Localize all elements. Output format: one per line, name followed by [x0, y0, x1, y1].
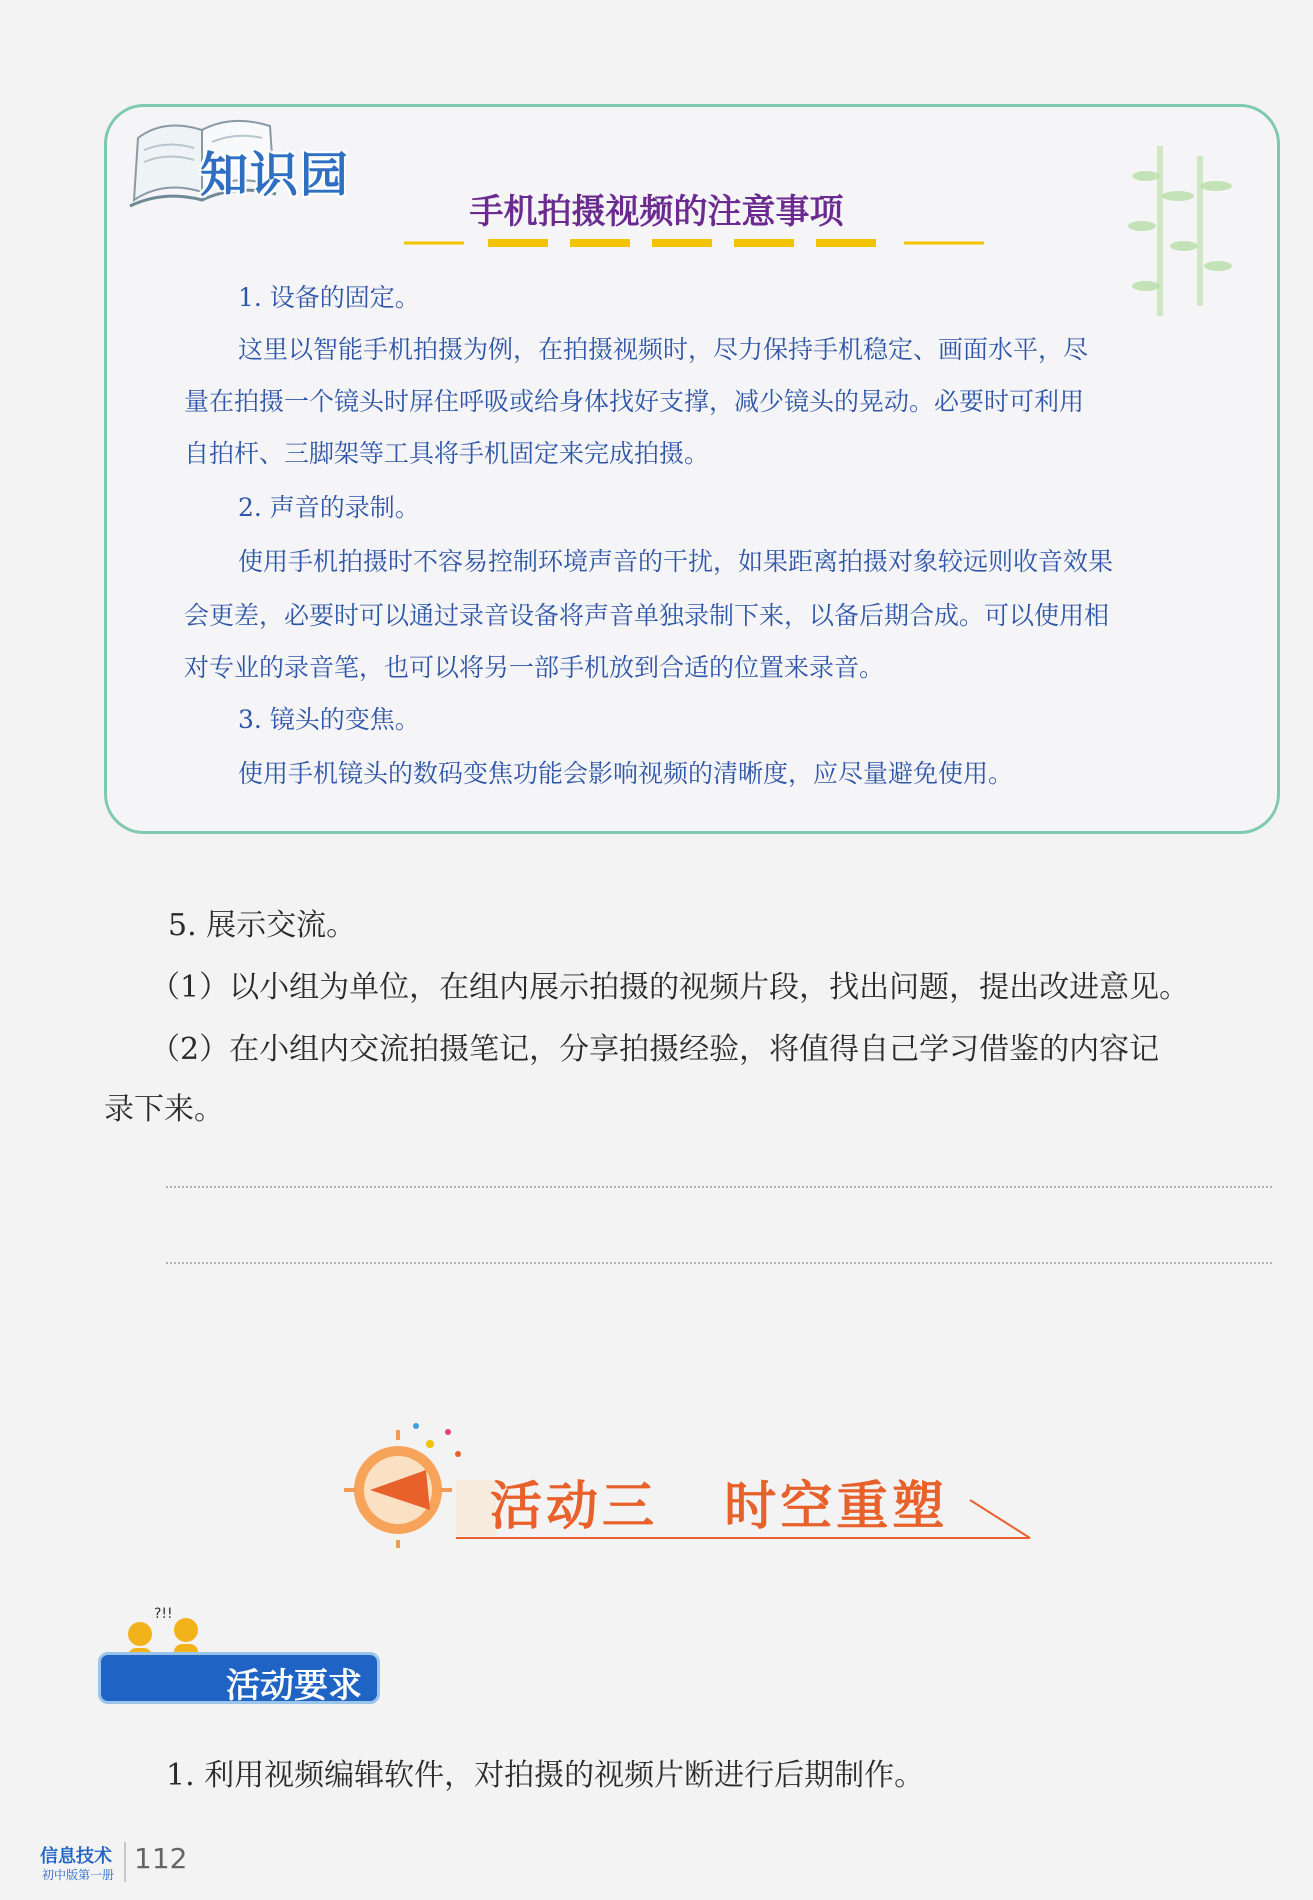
requirements-label: 活动要求 [226, 1666, 362, 1706]
knowledge-item-1-line: 自拍杆、三脚架等工具将手机固定来完成拍摄。 [184, 439, 710, 468]
step5-heading: 5. 展示交流。 [168, 908, 357, 943]
writing-line [166, 1262, 1272, 1264]
knowledge-item-1-line: 这里以智能手机拍摄为例，在拍摄视频时，尽力保持手机稳定、画面水平，尽 [238, 335, 1089, 364]
knowledge-item-3-line: 使用手机镜头的数码变焦功能会影响视频的清晰度，应尽量避免使用。 [238, 759, 1014, 788]
knowledge-item-2-line: 对专业的录音笔，也可以将另一部手机放到合适的位置来录音。 [184, 653, 885, 682]
knowledge-item-1-line: 量在拍摄一个镜头时屏住呼吸或给身体找好支撑，减少镜头的晃动。必要时可利用 [184, 387, 1085, 416]
writing-line [166, 1186, 1272, 1188]
party-horn-icon [344, 1423, 461, 1548]
knowledge-item-2-line: 会更差，必要时可以通过录音设备将声音单独录制下来，以备后期合成。可以使用相 [184, 601, 1110, 630]
knowledge-item-1-heading: 1. 设备的固定。 [238, 283, 420, 312]
activity-banner-title: 活动三 时空重塑 [490, 1477, 949, 1537]
knowledge-badge-title: 知识园 [200, 147, 351, 203]
step5-paragraph-2: （2）在小组内交流拍摄笔记，分享拍摄经验，将值得自己学习借鉴的内容记 [150, 1032, 1160, 1067]
knowledge-box-title: 手机拍摄视频的注意事项 [469, 192, 844, 232]
book-title: 信息技术 [40, 1846, 112, 1867]
page-number: 112 [134, 1842, 188, 1875]
footer-divider [124, 1842, 126, 1882]
book-subtitle: 初中版第一册 [42, 1868, 115, 1882]
knowledge-item-2-line: 使用手机拍摄时不容易控制环境声音的干扰，如果距离拍摄对象较远则收音效果 [238, 547, 1114, 576]
title-underline [404, 236, 984, 250]
step5-paragraph-2-cont: 录下来。 [104, 1092, 224, 1127]
requirement-item-1: 1. 利用视频编辑软件，对拍摄的视频片断进行后期制作。 [166, 1758, 925, 1793]
question-mark-icon: ?!! [154, 1606, 173, 1622]
knowledge-item-3-heading: 3. 镜头的变焦。 [238, 705, 420, 734]
step5-paragraph-1: （1）以小组为单位，在组内展示拍摄的视频片段，找出问题，提出改进意见。 [150, 970, 1190, 1005]
knowledge-item-2-heading: 2. 声音的录制。 [238, 493, 420, 522]
